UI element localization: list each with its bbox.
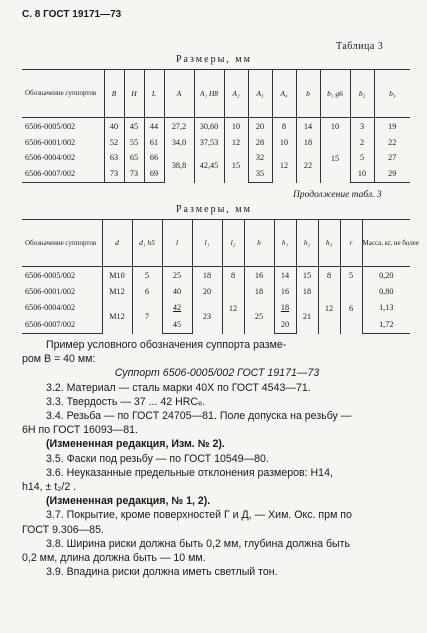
merged-cell: 22	[296, 151, 320, 183]
body-text	[22, 338, 412, 579]
cell: 44	[144, 118, 164, 136]
cell: 10	[224, 118, 248, 136]
section-title-1: Размеры, мм	[176, 54, 252, 65]
header-cell: l₂	[222, 220, 244, 267]
merged-cell: 25	[244, 301, 274, 334]
header-cell: l₁	[192, 220, 222, 267]
header-cell: Обозначение суппортов	[22, 70, 104, 118]
cell: 61	[144, 136, 164, 151]
cell: 18	[244, 285, 274, 301]
cell: 73	[124, 166, 144, 183]
cell: 1,13	[362, 301, 410, 317]
cell: 18	[296, 136, 320, 151]
header-cell: b₂	[350, 70, 374, 118]
cell: 35	[248, 166, 272, 183]
merged-cell: 15	[320, 136, 350, 183]
cell: 8	[272, 118, 296, 136]
cell: 20	[192, 285, 222, 301]
cell: 37,53	[194, 136, 224, 151]
cell: 5	[340, 267, 362, 285]
cell: 10	[320, 118, 350, 136]
continuation-note: Продолжение табл. 3	[293, 190, 382, 200]
cell: 6	[132, 285, 162, 301]
cell: 69	[144, 166, 164, 183]
section-title-2: Размеры, мм	[176, 204, 252, 215]
header-cell: B	[104, 70, 124, 118]
designation-cell: 6506-0001/002	[22, 285, 102, 301]
header-cell: A₂	[224, 70, 248, 118]
merged-cell: M12	[102, 301, 132, 334]
cell: 1,72	[362, 317, 410, 334]
cell: 0,20	[362, 267, 410, 285]
header-cell: r	[340, 220, 362, 267]
header-cell: A₄	[272, 70, 296, 118]
paragraph: 3.4. Резьба — по ГОСТ 24705—81. Поле допуска на резьбу —	[46, 410, 352, 423]
cell: 10	[350, 166, 374, 183]
header-cell: h	[244, 220, 274, 267]
cell: 15	[296, 267, 318, 285]
cell: 45	[162, 317, 192, 334]
page-header: С. 8 ГОСТ 19171—73	[22, 9, 122, 20]
header-cell: A₁ H8	[194, 70, 224, 118]
paragraph: 3.2. Материал — сталь марки 40Х по ГОСТ 4543—71.	[46, 381, 311, 394]
cell: 5	[350, 151, 374, 166]
change-note: (Измененная редакция, Изм. № 2).	[46, 438, 225, 451]
table-row	[22, 136, 410, 151]
paragraph: 0,2 мм, длина должна быть — 10 мм.	[22, 552, 206, 565]
table2-header-row	[22, 220, 410, 267]
header-cell: b₁ g6	[320, 70, 350, 118]
header-cell: Обозначение суппортов	[22, 220, 102, 267]
cell: 28	[248, 136, 272, 151]
paragraph: 3.7. Покрытие, кроме поверхностей Г и Д, — Хим. Окс. прм по	[46, 509, 352, 522]
cell: 20	[248, 118, 272, 136]
header-cell: h₂	[296, 220, 318, 267]
cell: 30,60	[194, 118, 224, 136]
cell: 5	[132, 267, 162, 285]
cell: 14	[296, 118, 320, 136]
cell: 65	[124, 151, 144, 166]
designation-cell: 6506-0007/002	[22, 166, 104, 183]
cell: 16	[244, 267, 274, 285]
cell: 40	[162, 285, 192, 301]
cell: 19	[374, 118, 410, 136]
designation-cell: 6506-0004/002	[22, 151, 104, 166]
merged-cell: 12	[318, 285, 340, 334]
header-cell: A₃	[248, 70, 272, 118]
cell: 27,2	[164, 118, 194, 136]
cell: 10	[272, 136, 296, 151]
cell: 12	[224, 136, 248, 151]
paragraph: ГОСТ 9.306—85.	[22, 523, 104, 536]
paragraph: 3.8. Ширина риски должна быть 0,2 мм, глубина должна быть	[46, 537, 350, 550]
header-cell: l	[162, 220, 192, 267]
paragraph: 3.3. Твердость — 37 ... 42 HRCₑ.	[46, 395, 205, 408]
cell: M12	[102, 285, 132, 301]
designation-cell: 6506-0004/002	[22, 301, 102, 317]
merged-cell: 23	[192, 301, 222, 334]
dimensions-table-1	[22, 69, 410, 183]
paragraph: Пример условного обозначения суппорта разме-	[46, 339, 287, 351]
merged-cell: 12	[272, 151, 296, 183]
cell: 52	[104, 136, 124, 151]
merged-cell: 12	[222, 285, 244, 334]
table-label: Таблица 3	[336, 41, 384, 52]
table-row	[22, 118, 410, 136]
header-cell: b₃	[374, 70, 410, 118]
merged-cell: 42,45	[194, 151, 224, 183]
cell: 8	[318, 267, 340, 285]
cell: M10	[102, 267, 132, 285]
header-cell: H	[124, 70, 144, 118]
cell: 63	[104, 151, 124, 166]
designation-cell: 6506-0005/002	[22, 118, 104, 136]
cell: 55	[124, 136, 144, 151]
paragraph: 3.6. Неуказанные предельные отклонения размеров: Н14,	[46, 466, 333, 479]
cell: 8	[222, 267, 244, 285]
paragraph: 3.5. Фаски под резьбу — по ГОСТ 10549—80.	[46, 452, 269, 465]
table-row	[22, 151, 410, 166]
cell: 29	[374, 166, 410, 183]
cell: 0,80	[362, 285, 410, 301]
cell: 22	[374, 136, 410, 151]
header-cell: Масса, кг, не более	[362, 220, 410, 267]
paragraph: 6H по ГОСТ 16093—81.	[22, 424, 138, 437]
cell: 18	[274, 301, 296, 317]
paragraph: 3.9. Впадина риски должна иметь светлый тон.	[46, 566, 278, 579]
cell: 32	[248, 151, 272, 166]
merged-cell: 15	[224, 151, 248, 183]
header-cell: d	[102, 220, 132, 267]
cell: 2	[350, 136, 374, 151]
designation-cell: 6506-0007/002	[22, 317, 102, 334]
cell: 18	[192, 267, 222, 285]
header-cell: L	[144, 70, 164, 118]
merged-cell: 6	[340, 285, 362, 334]
designation-cell: 6506-0005/002	[22, 267, 102, 285]
header-cell: b	[296, 70, 320, 118]
cell: 66	[144, 151, 164, 166]
cell: 45	[124, 118, 144, 136]
cell: 34,0	[164, 136, 194, 151]
cell: 16	[274, 285, 296, 301]
table-row	[22, 267, 410, 285]
merged-cell: 7	[132, 301, 162, 334]
cell: 27	[374, 151, 410, 166]
cell: 20	[274, 317, 296, 334]
cell: 3	[350, 118, 374, 136]
header-cell: d₁ h5	[132, 220, 162, 267]
header-cell: A	[164, 70, 194, 118]
cell: 25	[162, 267, 192, 285]
change-note: (Измененная редакция, № 1, 2).	[46, 495, 211, 508]
designation-cell: 6506-0001/002	[22, 136, 104, 151]
table1-header-row	[22, 70, 410, 118]
header-cell: h₁	[274, 220, 296, 267]
cell: 14	[274, 267, 296, 285]
example-designation: Суппорт 6506-0005/002 ГОСТ 19171—73	[114, 367, 320, 380]
paragraph: h14, ± t₂/2 .	[22, 481, 77, 494]
merged-cell: 21	[296, 301, 318, 334]
dimensions-table-2	[22, 219, 419, 334]
header-cell: h₃	[318, 220, 340, 267]
table-row	[22, 285, 410, 301]
cell: 73	[104, 166, 124, 183]
paragraph: ром B = 40 мм:	[22, 353, 96, 366]
merged-cell: 38,8	[164, 151, 194, 183]
cell: 18	[296, 285, 318, 301]
cell: 42	[162, 301, 192, 317]
cell: 40	[104, 118, 124, 136]
